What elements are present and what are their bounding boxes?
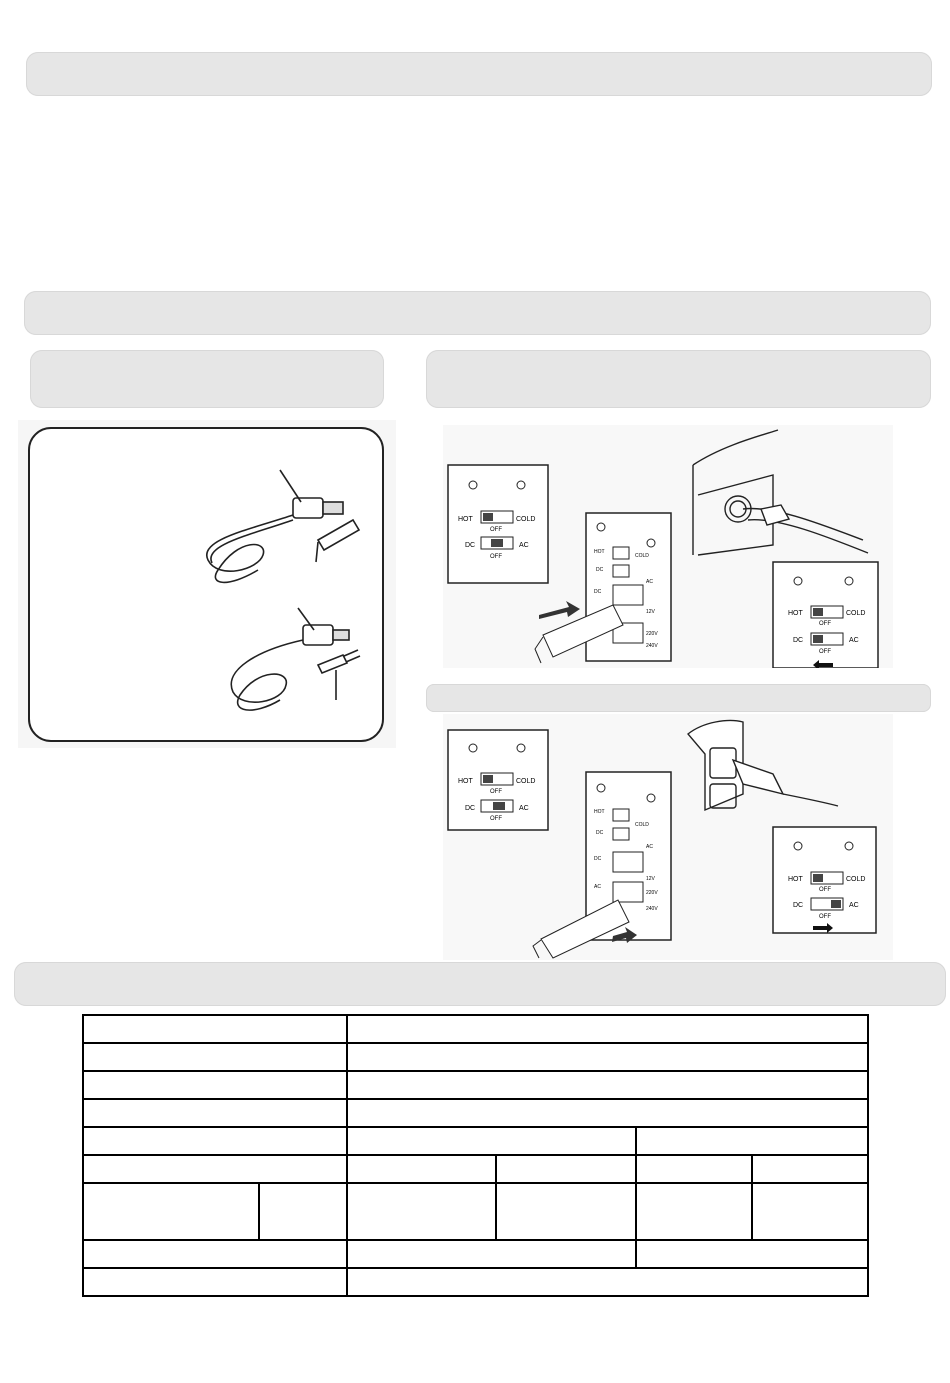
table-row xyxy=(83,1240,868,1268)
table-row xyxy=(83,1155,868,1183)
table-cell xyxy=(83,1268,347,1296)
dc-mid-cold: COLD xyxy=(635,553,649,559)
table-cell xyxy=(83,1071,347,1099)
cables-illustration xyxy=(18,420,396,748)
ac-right-dc: DC xyxy=(793,902,804,909)
dc-mid-dc: DC xyxy=(596,567,604,573)
dc-connection-figure xyxy=(443,425,893,668)
dc-right-hot: HOT xyxy=(788,610,803,617)
dc-right-cold: COLD xyxy=(846,610,866,617)
table-cell xyxy=(636,1240,868,1268)
dc-mid-ac: AC xyxy=(646,579,653,585)
ac-right-off2: OFF xyxy=(819,914,831,920)
table-cell xyxy=(83,1015,347,1043)
table-cell xyxy=(636,1183,752,1240)
table-cell xyxy=(83,1127,347,1155)
ac-left-off1: OFF xyxy=(490,789,502,795)
dc-mid-hot: HOT xyxy=(594,549,605,555)
table-row xyxy=(83,1127,868,1155)
ac-mid-220v: 220V xyxy=(646,890,658,896)
table-cell xyxy=(83,1043,347,1071)
ac-mid-ac: AC xyxy=(646,844,653,850)
sub-bar-ac xyxy=(426,684,931,712)
dc-left-dc: DC xyxy=(465,542,476,549)
table-cell xyxy=(496,1155,636,1183)
ac-right-cold: COLD xyxy=(846,876,866,883)
table-cell xyxy=(496,1183,636,1240)
table-row xyxy=(83,1043,868,1071)
table-row xyxy=(83,1099,868,1127)
table-cell xyxy=(347,1183,495,1240)
table-cell xyxy=(259,1183,347,1240)
table-row xyxy=(83,1268,868,1296)
dc-connection-illustration xyxy=(443,425,893,668)
section-bar-1 xyxy=(26,52,932,96)
ac-right-hot: HOT xyxy=(788,876,803,883)
ac-left-cold: COLD xyxy=(516,778,536,785)
table-cell xyxy=(347,1043,868,1071)
table-cell xyxy=(347,1240,635,1268)
dc-left-off1: OFF xyxy=(490,527,502,533)
dc-right-dc: DC xyxy=(793,637,804,644)
table-cell xyxy=(347,1099,868,1127)
table-row xyxy=(83,1015,868,1043)
table-cell xyxy=(636,1127,868,1155)
ac-mid-cold: COLD xyxy=(635,822,649,828)
dc-mid-240v: 240V xyxy=(646,643,658,649)
table-cell xyxy=(347,1127,635,1155)
ac-mid-ac2: AC xyxy=(594,884,601,890)
sub-bar-dc xyxy=(426,350,931,408)
dc-left-ac: AC xyxy=(519,542,529,549)
ac-mid-hot: HOT xyxy=(594,809,605,815)
table-cell xyxy=(636,1155,752,1183)
ac-mid-12v: 12V xyxy=(646,876,655,882)
table-row xyxy=(83,1183,868,1240)
table-row xyxy=(83,1071,868,1099)
section-bar-specs xyxy=(14,962,946,1006)
dc-right-off1: OFF xyxy=(819,621,831,627)
ac-right-ac: AC xyxy=(849,902,859,909)
table-cell xyxy=(347,1071,868,1099)
ac-right-off1: OFF xyxy=(819,887,831,893)
table-cell xyxy=(83,1155,347,1183)
dc-panel-right xyxy=(773,562,878,668)
ac-panel-right xyxy=(773,827,876,933)
dc-mid-dc2: DC xyxy=(594,589,602,595)
ac-left-hot: HOT xyxy=(458,778,473,785)
section-bar-2 xyxy=(24,291,931,335)
ac-left-dc: DC xyxy=(465,805,476,812)
ac-left-ac: AC xyxy=(519,805,529,812)
cables-figure xyxy=(18,420,396,748)
ac-connection-figure xyxy=(443,714,893,960)
dc-mid-12v: 12V xyxy=(646,609,655,615)
table-cell xyxy=(83,1240,347,1268)
table-cell xyxy=(347,1015,868,1043)
dc-left-off2: OFF xyxy=(490,554,502,560)
dc-mid-220v: 220V xyxy=(646,631,658,637)
table-cell xyxy=(83,1099,347,1127)
ac-left-off2: OFF xyxy=(490,816,502,822)
specs-table xyxy=(82,1014,869,1297)
ac-connection-illustration xyxy=(443,714,893,960)
dc-right-off2: OFF xyxy=(819,649,831,655)
table-cell xyxy=(83,1183,259,1240)
table-cell xyxy=(347,1155,495,1183)
ac-mid-dc: DC xyxy=(596,830,604,836)
ac-panel-left xyxy=(448,730,548,830)
table-cell xyxy=(752,1183,868,1240)
dc-right-ac: AC xyxy=(849,637,859,644)
dc-left-hot: HOT xyxy=(458,516,473,523)
table-cell xyxy=(752,1155,868,1183)
sub-bar-cables xyxy=(30,350,384,408)
ac-mid-240v: 240V xyxy=(646,906,658,912)
ac-mid-dc2: DC xyxy=(594,856,602,862)
dc-left-cold: COLD xyxy=(516,516,536,523)
table-cell xyxy=(347,1268,868,1296)
dc-panel-left xyxy=(448,465,548,583)
